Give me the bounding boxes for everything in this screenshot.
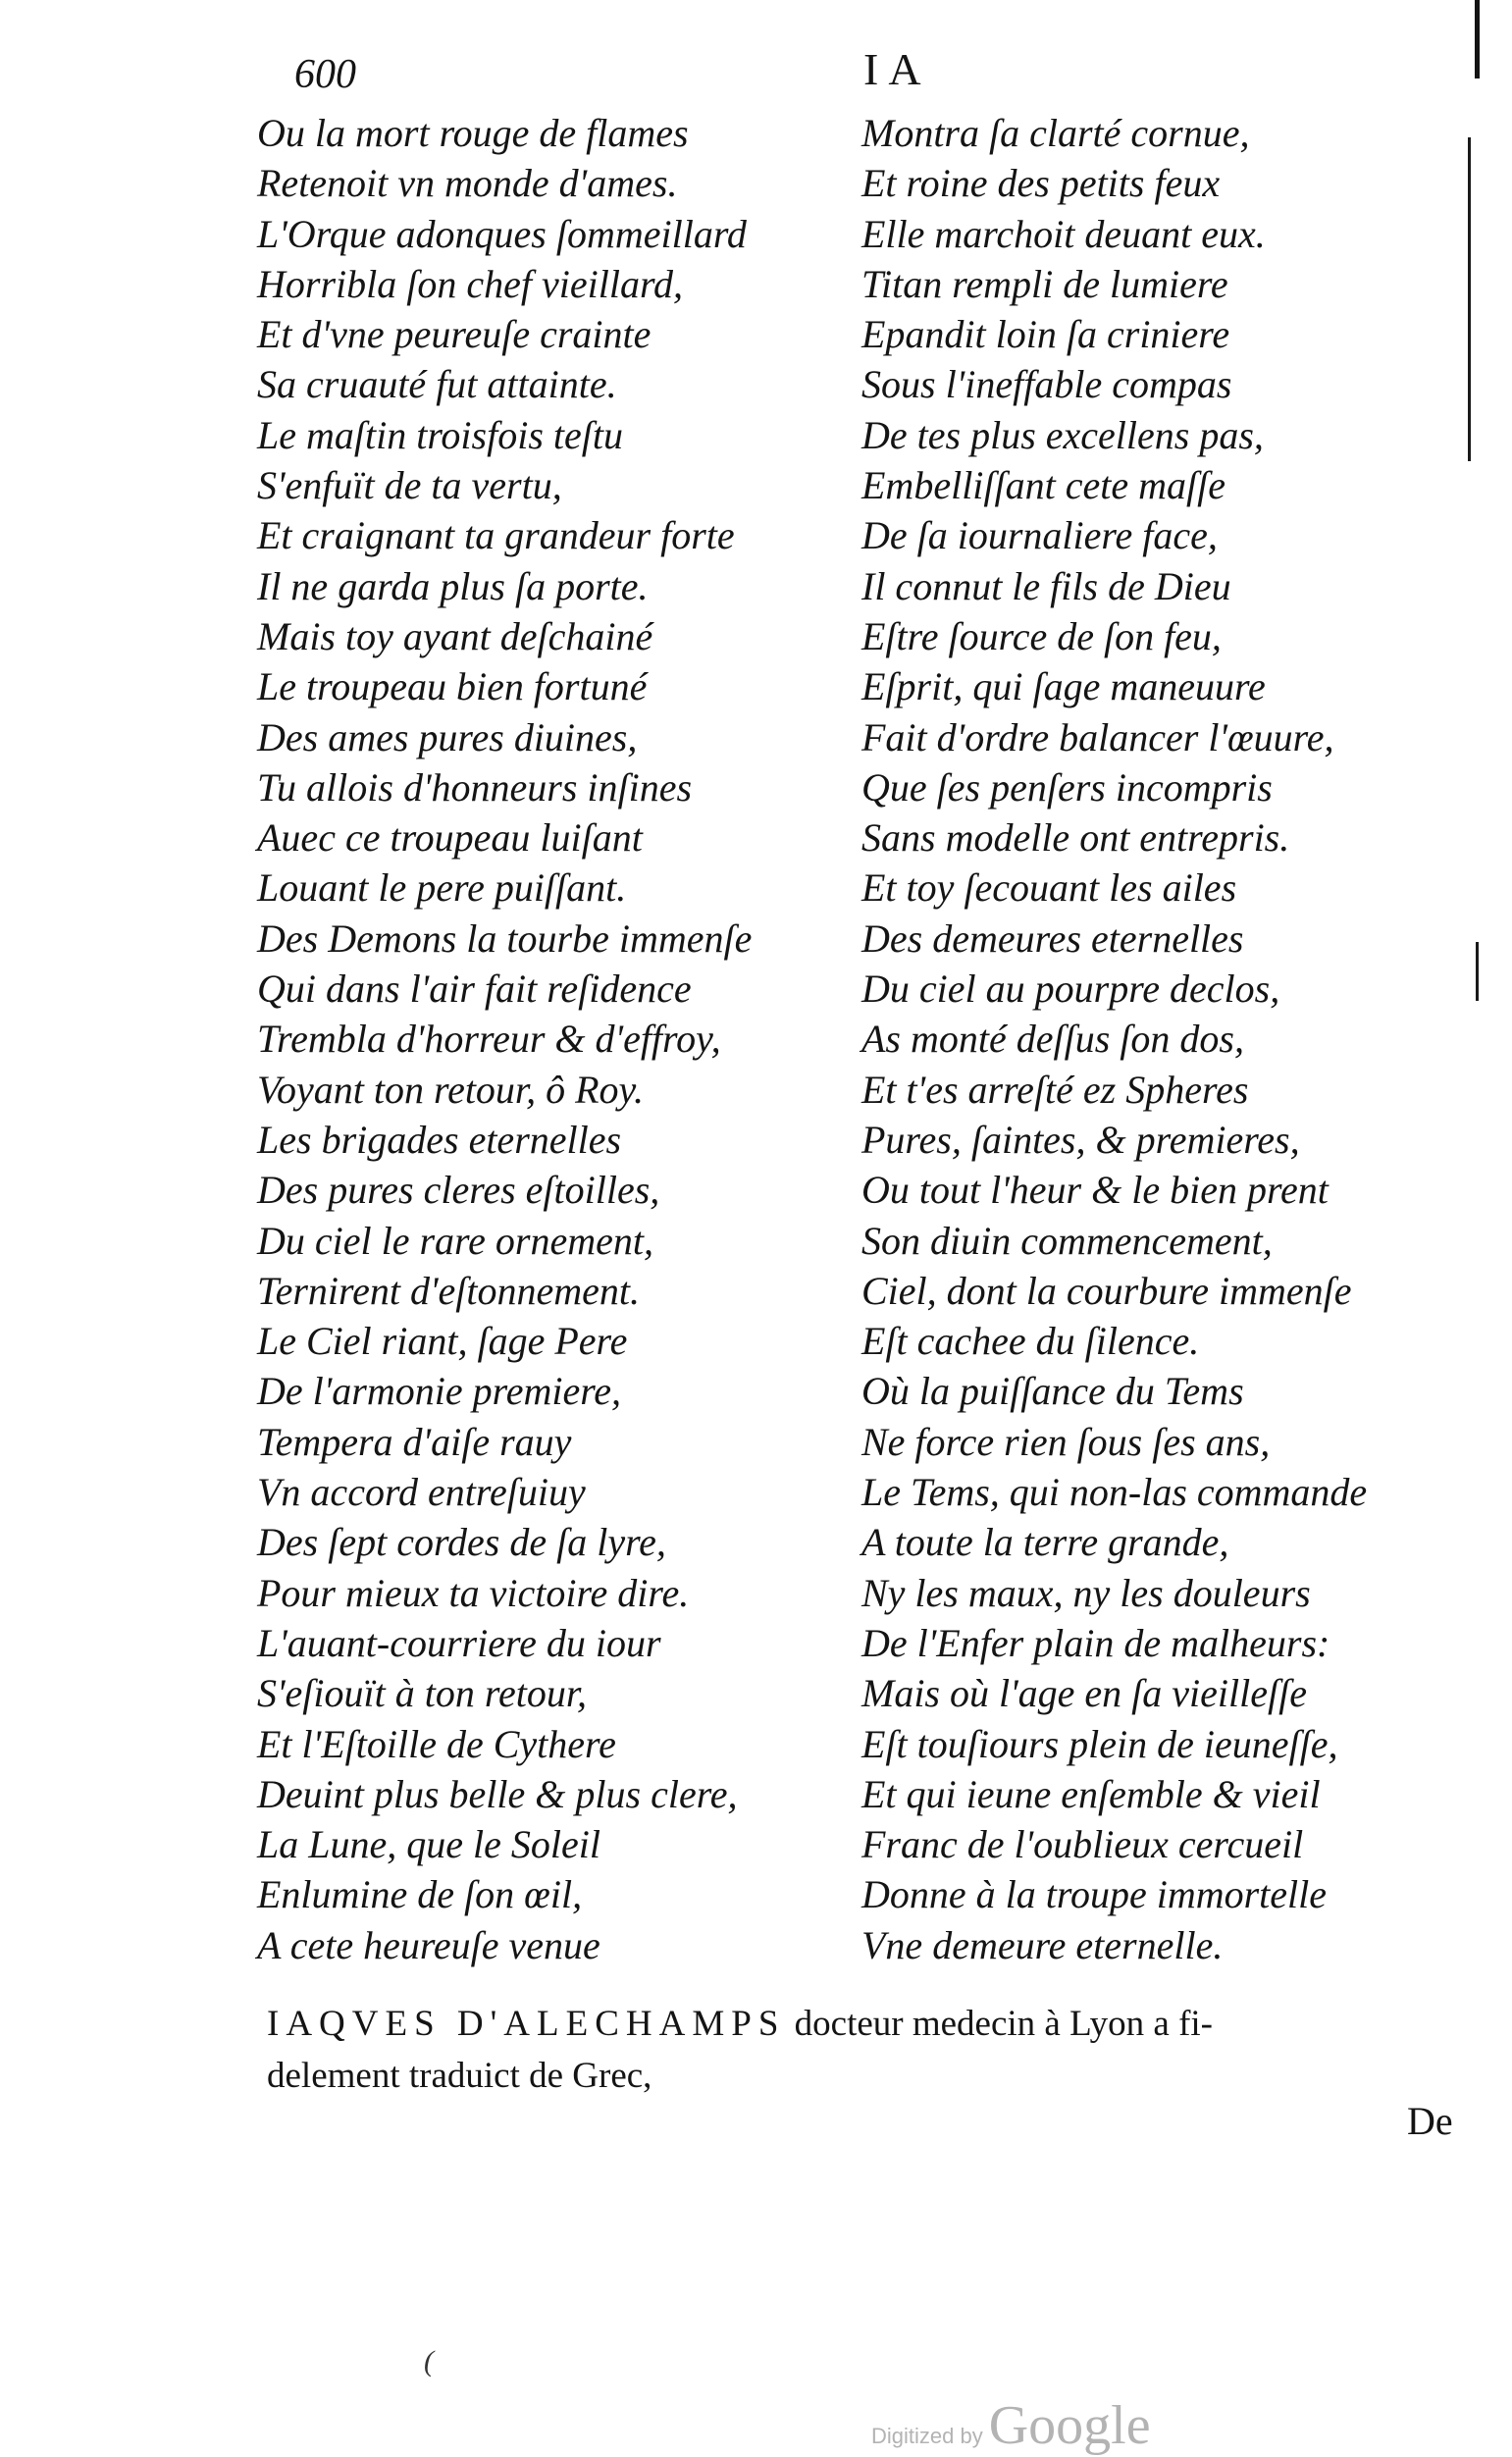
- verse-line: A cete heureuſe venue: [257, 1922, 600, 1967]
- verse-line: La Lune, que le Soleil: [257, 1822, 600, 1867]
- verse-line: L'auant-courriere du iour: [257, 1620, 661, 1665]
- ink-mark: (: [424, 2345, 434, 2378]
- margin-mark: [1468, 137, 1471, 461]
- verse-line: Des ſept cordes de ſa lyre,: [257, 1520, 666, 1565]
- verse-line: S'enfuït de ta vertu,: [257, 463, 562, 508]
- verse-line: Où la puiſſance du Tems: [861, 1369, 1244, 1414]
- binding-edge-rule: [1475, 0, 1480, 78]
- verse-line: Du ciel au pourpre declos,: [861, 967, 1280, 1012]
- verse-line: De tes plus excellens pas,: [861, 412, 1264, 457]
- verse-line: Le troupeau bien fortuné: [257, 664, 648, 709]
- verse-line: Pour mieux ta victoire dire.: [257, 1570, 690, 1615]
- author-name: IAQVES D'ALECHAMPS: [267, 2004, 786, 2044]
- catchword: De: [1407, 2099, 1453, 2143]
- verse-line: Elle marchoit deuant eux.: [861, 211, 1266, 256]
- margin-mark: [1476, 942, 1479, 1001]
- verse-line: Le Tems, qui non-las commande: [861, 1470, 1368, 1515]
- prose-line: [267, 1998, 1464, 2050]
- verse-line: Ou la mort rouge de flames: [257, 111, 689, 155]
- running-head: IA: [863, 44, 931, 94]
- verse-line: Donne à la troupe immortelle: [861, 1872, 1328, 1917]
- verse-line: Et toy ſecouant les ailes: [861, 865, 1237, 911]
- verse-line: Que ſes penſers incompris: [861, 764, 1273, 810]
- verse-line: Eſt touſiours plein de ieuneſſe,: [861, 1721, 1338, 1766]
- verse-line: Ciel, dont la courbure immenſe: [861, 1268, 1352, 1313]
- verse-line: Il connut le fils de Dieu: [861, 563, 1231, 608]
- verse-line: S'eſiouït à ton retour,: [257, 1671, 587, 1716]
- verse-line: Eſprit, qui ſage maneuure: [861, 664, 1266, 709]
- verse-line: De l'armonie premiere,: [257, 1369, 622, 1414]
- verse-line: Ne force rien ſous ſes ans,: [861, 1419, 1271, 1464]
- verse-line: Et d'vne peureuſe crainte: [257, 312, 652, 357]
- verse-line: Ternirent d'eſtonnement.: [257, 1268, 640, 1313]
- google-logo: Google: [988, 2395, 1151, 2456]
- verse-line: Embelliſſant cete maſſe: [861, 463, 1225, 508]
- digitized-by-watermark: [871, 2394, 1151, 2457]
- verse-line: Eſtre ſource de ſon feu,: [861, 613, 1222, 658]
- verse-line: Mais où l'age en ſa vieilleſſe: [861, 1671, 1307, 1716]
- verse-line: Et roine des petits feux: [861, 161, 1221, 206]
- verse-line: De ſa iournaliere face,: [861, 513, 1218, 558]
- verse-line: Franc de l'oublieux cercueil: [861, 1822, 1304, 1867]
- verse-line: Sa cruauté fut attainte.: [257, 362, 617, 407]
- verse-line: Ou tout l'heur & le bien prent: [861, 1168, 1329, 1213]
- verse-line: Auec ce troupeau luiſant: [257, 815, 643, 861]
- verse-line: Il ne garda plus ſa porte.: [257, 563, 649, 608]
- verse-line: Son diuin commencement,: [861, 1218, 1273, 1263]
- verse-line: Et t'es arreſté ez Spheres: [861, 1067, 1249, 1112]
- verse-line: Du ciel le rare ornement,: [257, 1218, 653, 1263]
- verse-line: Titan rempli de lumiere: [861, 261, 1228, 306]
- prose-paragraph: [267, 1998, 1464, 2102]
- verse-line: A toute la terre grande,: [861, 1520, 1229, 1565]
- digitized-by-label: Digitized by: [871, 2424, 983, 2448]
- verse-line: Des Demons la tourbe immenſe: [257, 915, 753, 961]
- verse-line: Tempera d'aiſe rauy: [257, 1419, 572, 1464]
- verse-column-right: [861, 108, 1367, 1970]
- prose-line: delement traduict de Grec,: [267, 2056, 652, 2096]
- verse-line: Des pures cleres eſtoilles,: [257, 1168, 660, 1213]
- verse-line: Qui dans l'air fait reſidence: [257, 967, 692, 1012]
- verse-line: Horribla ſon chef vieillard,: [257, 261, 684, 306]
- verse-line: Et qui ieune enſemble & vieil: [861, 1771, 1321, 1816]
- verse-line: Fait d'ordre balancer l'œuure,: [861, 714, 1334, 759]
- verse-line: Louant le pere puiſſant.: [257, 865, 627, 911]
- verse-line: Voyant ton retour, ô Roy.: [257, 1067, 645, 1112]
- verse-line: Trembla d'horreur & d'effroy,: [257, 1017, 721, 1062]
- prose-text: docteur medecin à Lyon a fi-: [785, 2004, 1214, 2044]
- verse-line: Pures, ſaintes, & premieres,: [861, 1117, 1300, 1162]
- verse-line: Le maſtin troisfois teſtu: [257, 412, 623, 457]
- page-number: 600: [294, 52, 356, 97]
- verse-line: De l'Enfer plain de malheurs:: [861, 1620, 1330, 1665]
- verse-line: Des demeures eternelles: [861, 915, 1244, 961]
- verse-line: Vn accord entreſuiuy: [257, 1470, 586, 1515]
- verse-line: Retenoit vn monde d'ames.: [257, 161, 678, 206]
- verse-line: Et l'Eſtoille de Cythere: [257, 1721, 616, 1766]
- verse-line: Sous l'ineffable compas: [861, 362, 1232, 407]
- verse-line: Et craignant ta grandeur forte: [257, 513, 735, 558]
- verse-line: Les brigades eternelles: [257, 1117, 622, 1162]
- verse-line: As monté deſſus ſon dos,: [861, 1017, 1244, 1062]
- verse-line: Eſt cachee du ſilence.: [861, 1319, 1200, 1364]
- verse-line: Des ames pures diuines,: [257, 714, 638, 759]
- verse-line: Montra ſa clarté cornue,: [861, 111, 1250, 155]
- verse-line: Enlumine de ſon œil,: [257, 1872, 583, 1917]
- verse-line: Sans modelle ont entrepris.: [861, 815, 1290, 861]
- verse-line: Deuint plus belle & plus clere,: [257, 1771, 738, 1816]
- verse-line: Tu allois d'honneurs inſines: [257, 764, 693, 810]
- verse-line: Le Ciel riant, ſage Pere: [257, 1319, 628, 1364]
- verse-line: Epandit loin ſa criniere: [861, 312, 1230, 357]
- verse-line: Ny les maux, ny les douleurs: [861, 1570, 1311, 1615]
- verse-line: Vne demeure eternelle.: [861, 1922, 1224, 1967]
- verse-column-left: [257, 108, 752, 1970]
- verse-line: Mais toy ayant deſchainé: [257, 613, 653, 658]
- verse-line: L'Orque adonques ſommeillard: [257, 211, 747, 256]
